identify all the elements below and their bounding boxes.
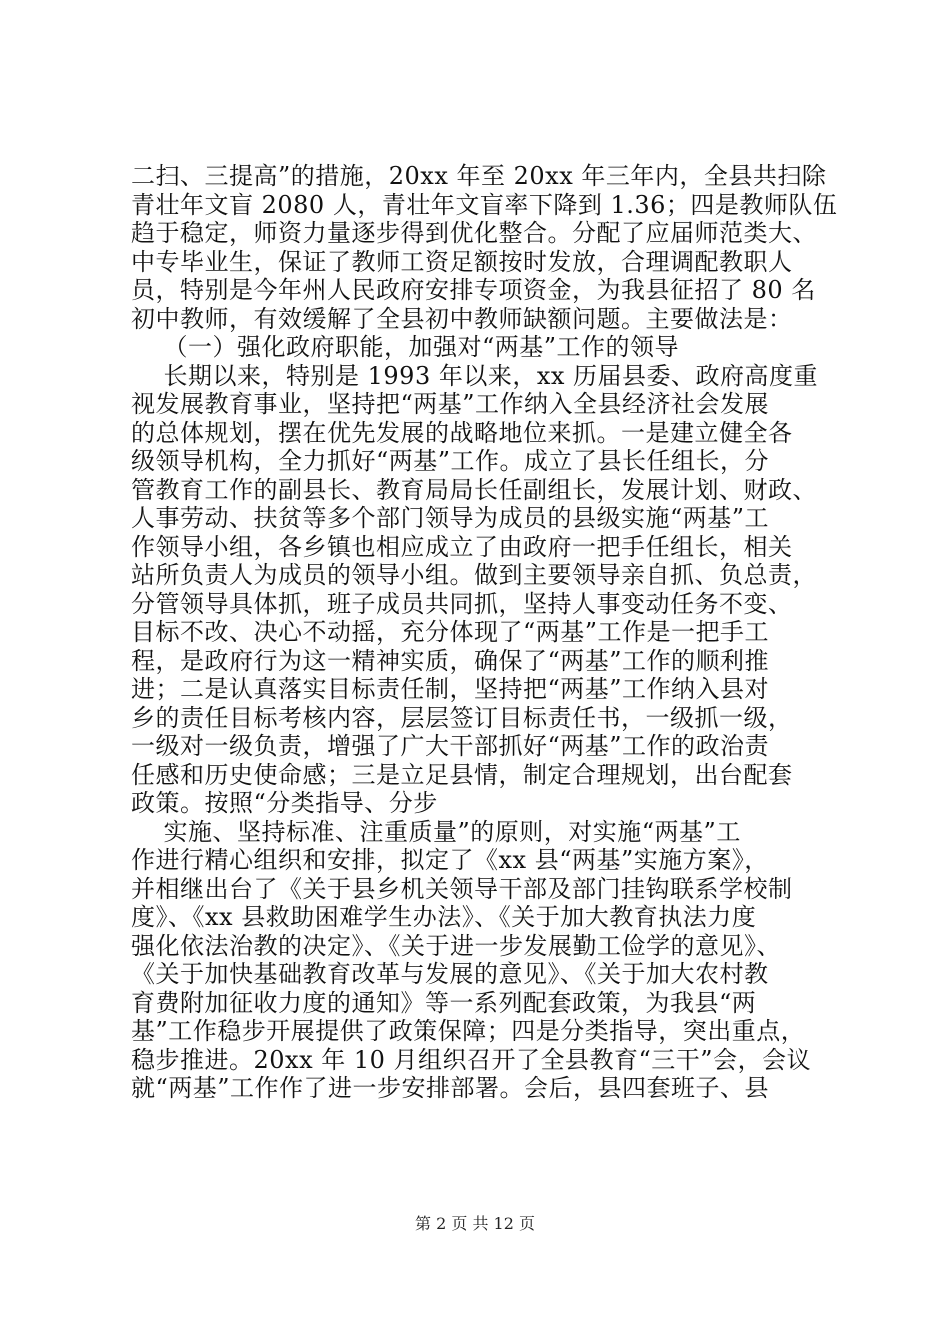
text-line: 站所负责人为成员的领导小组。做到主要领导亲自抓、负总责， [131, 561, 817, 589]
text-line: 程，是政府行为这一精神实质，确保了“两基”工作的顺利推 [131, 646, 770, 675]
text-line: 进；二是认真落实目标责任制，坚持把“两基”工作纳入县对 [131, 675, 770, 703]
text-line: 作进行精心组织和安排，拟定了《xx 县“两基”实施方案》， [131, 846, 769, 874]
text-line: 强化依法治教的决定》、《关于进一步发展勤工俭学的意见》、 [131, 931, 781, 960]
text-line: 度》、《xx 县救助困难学生办法》、《关于加大教育执法力度 [131, 903, 757, 931]
text-line: 的总体规划，摆在优先发展的战略地位来抓。一是建立健全各 [131, 418, 793, 447]
page-footer: 第 2 页 共 12 页 [415, 1214, 535, 1233]
text-line: 《关于加快基础教育改革与发展的意见》、《关于加大农村教 [131, 960, 769, 988]
text-line: 政策。按照“分类指导、分步 [131, 789, 438, 817]
text-line: 并相继出台了《关于县乡机关领导干部及部门挂钩联系学校制 [131, 874, 793, 903]
text-line: 二扫、三提高”的措施，20xx 年至 20xx 年三年内，全县共扫除 [131, 162, 827, 190]
text-line: 一级对一级负责，增强了广大干部抓好“两基”工作的政治责 [131, 732, 770, 760]
text-line: 作领导小组，各乡镇也相应成立了由政府一把手任组长，相关 [131, 532, 793, 561]
text-line: 长期以来，特别是 1993 年以来，xx 历届县委、政府高度重 [131, 361, 819, 390]
text-line: 级领导机构，全力抓好“两基”工作。成立了县长任组长，分 [131, 447, 770, 475]
text-line: 稳步推进。20xx 年 10 月组织召开了全县教育“三干”会，会议 [131, 1045, 812, 1074]
text-line: 基”工作稳步开展提供了政策保障；四是分类指导，突出重点， [131, 1017, 806, 1045]
text-line: 实施、坚持标准、注重质量”的原则，对实施“两基”工 [131, 817, 741, 846]
text-line: 任感和历史使命感；三是立足县情，制定合理规划，出台配套 [131, 760, 793, 789]
text-line: 目标不改、决心不动摇，充分体现了“两基”工作是一把手工 [131, 618, 770, 646]
text-line: 就“两基”工作作了进一步安排部署。会后，县四套班子、县 [131, 1074, 770, 1102]
text-line: 乡的责任目标考核内容，层层签订目标责任书，一级抓一级， [131, 703, 793, 732]
text-line: 人事劳动、扶贫等多个部门领导为成员的县级实施“两基”工 [131, 504, 770, 532]
text-line: 趋于稳定，师资力量逐步得到优化整合。分配了应届师范类大、 [131, 219, 817, 247]
text-line: 初中教师，有效缓解了全县初中教师缺额问题。主要做法是： [131, 304, 793, 333]
text-line: （一）强化政府职能，加强对“两基”工作的领导 [131, 333, 680, 361]
text-line: 管教育工作的副县长、教育局局长任副组长，发展计划、财政、 [131, 475, 817, 504]
text-line: 青壮年文盲 2080 人，青壮年文盲率下降到 1.36；四是教师队伍 [131, 190, 838, 219]
text-line: 中专毕业生，保证了教师工资足额按时发放，合理调配教职人 [131, 247, 793, 276]
text-line: 育费附加征收力度的通知》等一系列配套政策，为我县“两 [131, 988, 757, 1017]
text-line: 分管领导具体抓，班子成员共同抓，坚持人事变动任务不变、 [131, 589, 793, 618]
text-line: 员，特别是今年州人民政府安排专项资金，为我县征招了 80 名 [131, 276, 816, 304]
text-line: 视发展教育事业，坚持把“两基”工作纳入全县经济社会发展 [131, 390, 770, 418]
document-body [131, 162, 838, 1103]
